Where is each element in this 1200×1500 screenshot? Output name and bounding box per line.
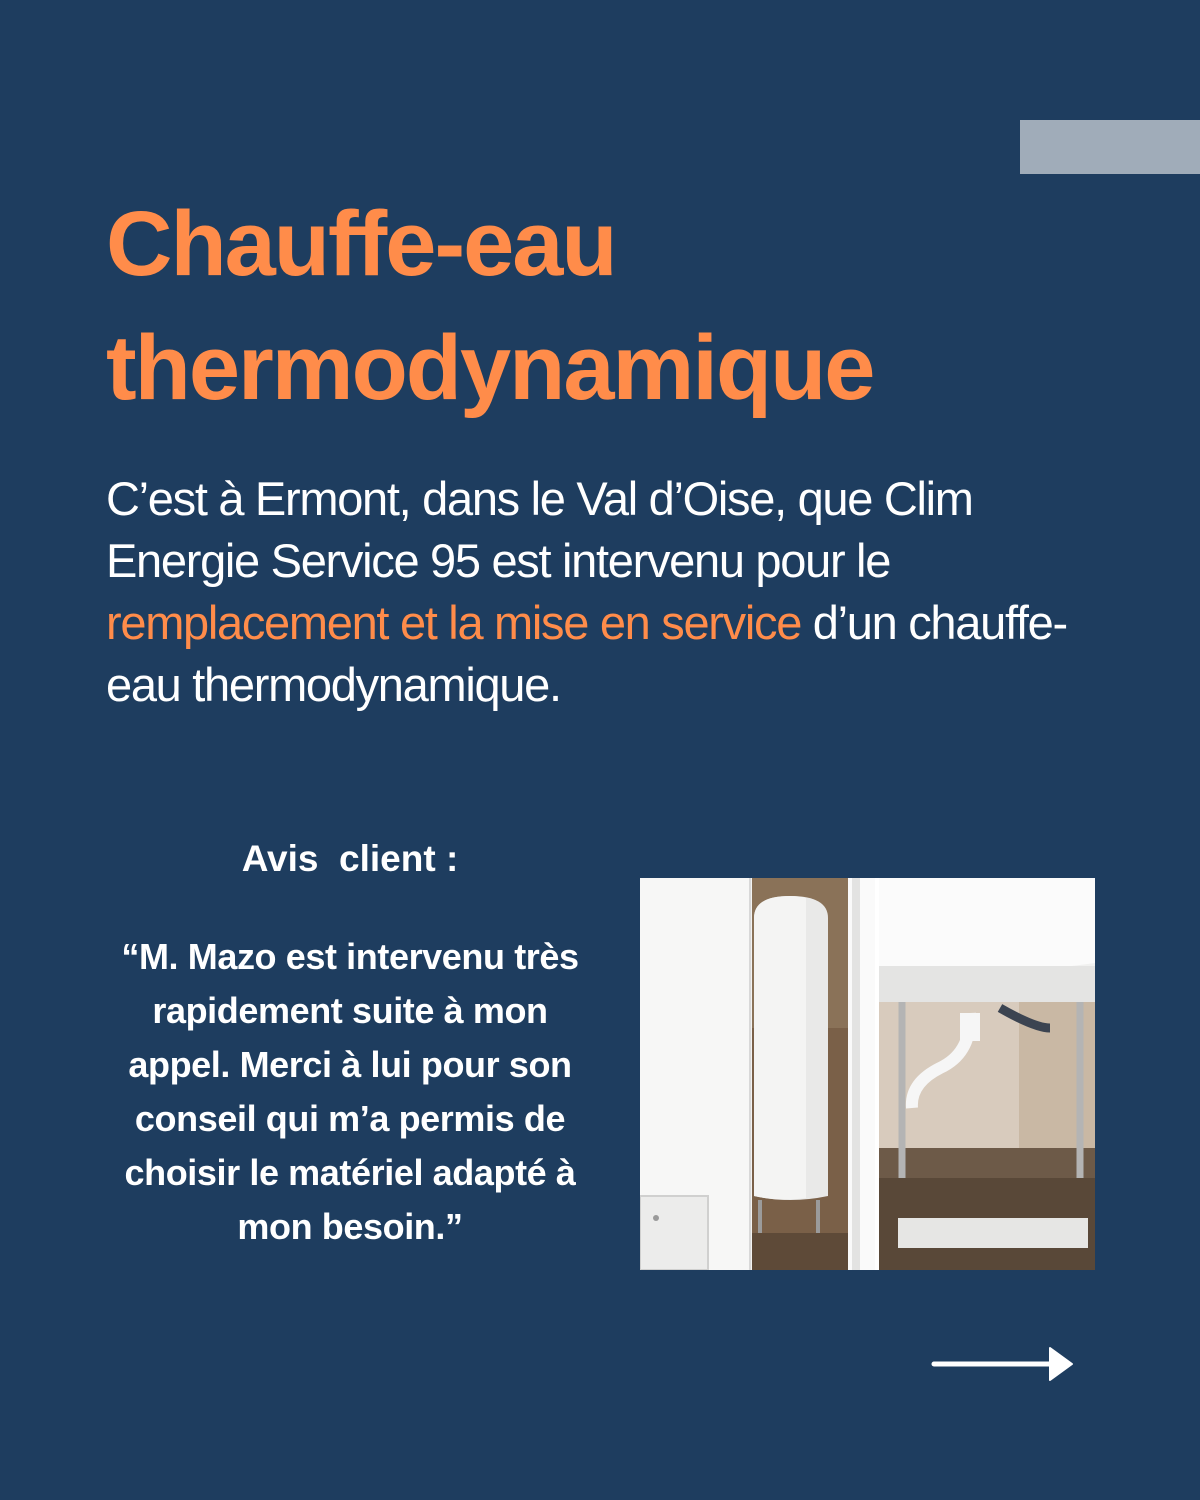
intro-text-start: C’est à Ermont, dans le Val d’Oise, que Clim Energie Service 95 est intervenu pour le bbox=[106, 472, 973, 587]
intro-paragraph bbox=[106, 468, 1116, 716]
review-heading: Avis client : bbox=[241, 838, 459, 879]
corner-decoration-bar bbox=[1020, 120, 1200, 174]
arrow-right-icon[interactable] bbox=[930, 1344, 1076, 1384]
title-line-1: Chauffe-eau bbox=[106, 193, 616, 295]
page-title bbox=[106, 182, 1106, 430]
title-line-2: thermodynamique bbox=[106, 317, 874, 419]
intro-highlight: remplacement et la mise en service bbox=[106, 596, 802, 649]
review-quote: “M. Mazo est intervenu très rapidement suite à mon appel. Merci à lui pour son conseil qui m’a permis de choisir le matériel adapté à mon besoin.” bbox=[121, 936, 579, 1247]
intro-text-end: d’un chauffe-eau thermodynamique. bbox=[106, 596, 1067, 711]
installation-photo bbox=[640, 878, 1095, 1270]
